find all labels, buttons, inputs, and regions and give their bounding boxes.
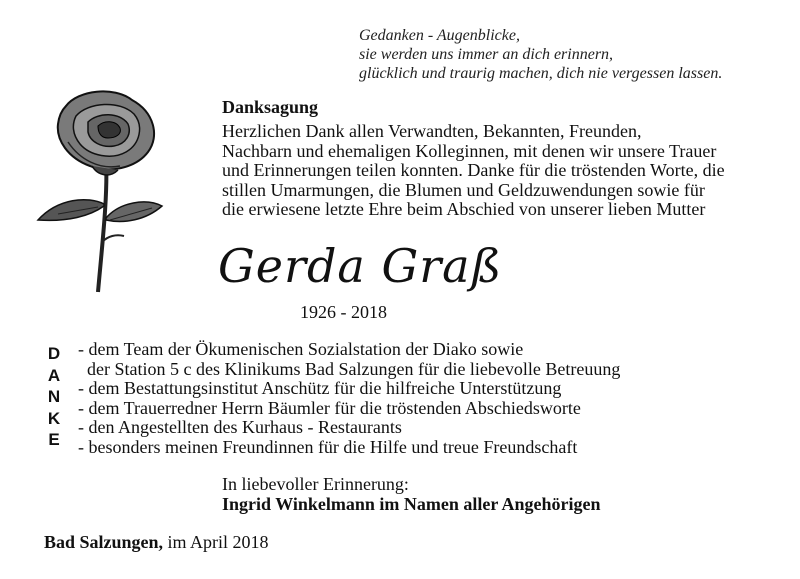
thanks-item: - dem Bestattungsinstitut Anschütz für die hilfreiche Unterstützung xyxy=(78,378,562,398)
memory-signer: Ingrid Winkelmann im Namen aller Angehörigen xyxy=(222,494,601,514)
memory-block xyxy=(222,474,601,514)
thanks-list xyxy=(78,340,778,457)
thanks-item: - den Angestellten des Kurhaus - Restaurants xyxy=(78,417,402,437)
danke-letter: E xyxy=(48,430,60,449)
body-line: stillen Umarmungen, die Blumen und Geldzuwendungen sowie für xyxy=(222,179,705,200)
body-text xyxy=(222,122,782,220)
danke-letter: D xyxy=(47,344,61,363)
body-line: Herzlichen Dank allen Verwandten, Bekannten, Freunden, xyxy=(222,121,642,141)
heading: Danksagung xyxy=(222,97,319,117)
place-city: Bad Salzungen, xyxy=(44,532,164,552)
body-line: die erwiesene letzte Ehre beim Abschied von unserer lieben Mutter xyxy=(222,199,706,219)
rose-icon xyxy=(28,86,178,296)
place-date xyxy=(44,531,269,553)
memory-intro: In liebevoller Erinnerung: xyxy=(222,474,409,494)
body-line: Nachbarn und ehemaligen Kolleginnen, mit denen wir unsere Trauer xyxy=(222,140,717,161)
thanks-item: - dem Team der Ökumenischen Sozialstation der Diako sowie xyxy=(78,339,524,359)
poem-line: Gedanken - Augenblicke, xyxy=(359,27,520,44)
thanks-item: - besonders meinen Freundinnen für die Hilfe und treue Freundschaft xyxy=(78,436,578,457)
danke-vertical xyxy=(44,343,64,451)
deceased-name: Gerda Graß xyxy=(218,239,503,293)
poem-line: sie werden uns immer an dich erinnern, xyxy=(359,46,614,63)
poem xyxy=(359,26,779,83)
body-line: und Erinnerungen teilen konnten. Danke für die tröstenden Worte, die xyxy=(222,160,725,180)
danke-letter: N xyxy=(47,387,61,406)
thanks-item: der Station 5 c des Klinikums Bad Salzungen für die liebevolle Betreuung xyxy=(78,358,621,379)
danke-letter: A xyxy=(47,365,61,385)
danke-letter: K xyxy=(47,408,61,428)
thanks-item: - dem Trauerredner Herrn Bäumler für die tröstenden Abschiedsworte xyxy=(78,397,581,418)
deceased-years: 1926 - 2018 xyxy=(300,302,387,322)
place-date-text: im April 2018 xyxy=(167,532,269,552)
poem-line: glücklich und traurig machen, dich nie vergessen lassen. xyxy=(359,65,723,82)
